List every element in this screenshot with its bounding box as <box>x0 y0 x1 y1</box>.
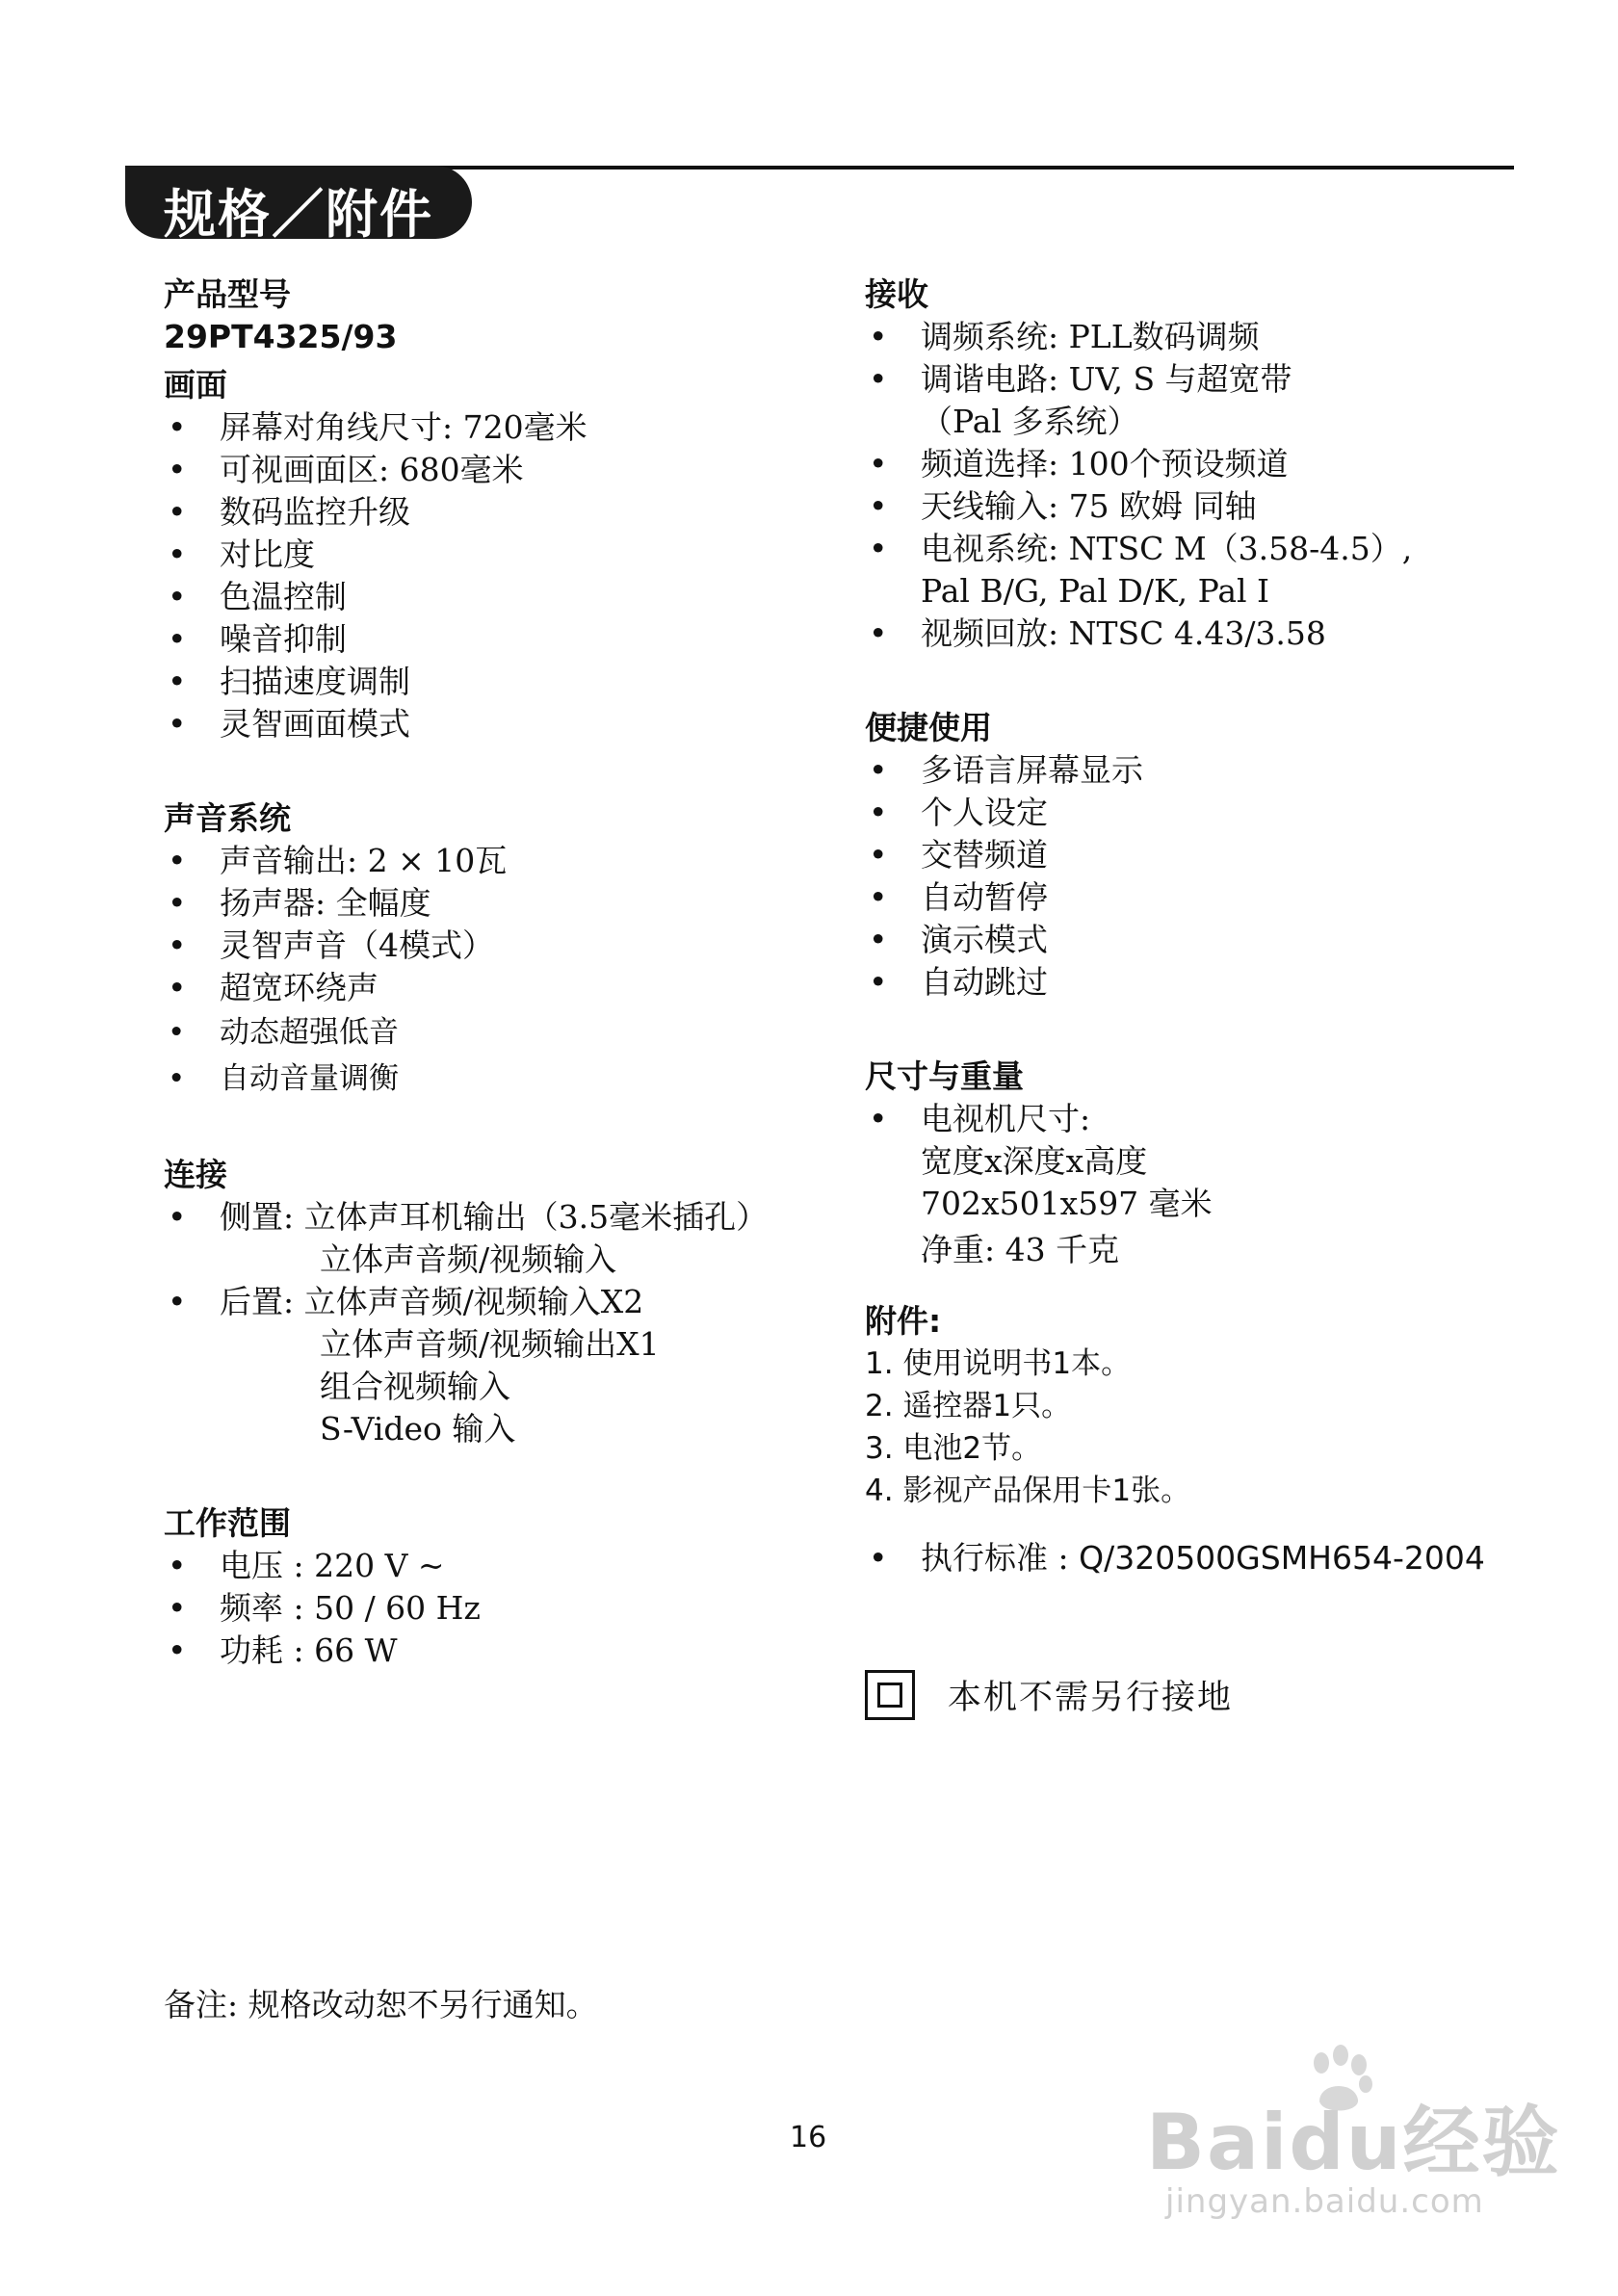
list-item: • 色温控制 <box>164 576 838 618</box>
picture-list <box>164 406 838 745</box>
rear-line-3: 组合视频输入 <box>320 1368 510 1405</box>
standard-list <box>865 1537 1539 1579</box>
list-item: 3. 电池2节。 <box>865 1431 1042 1466</box>
dimensions-line-1: • 电视机尺寸: <box>921 1100 1091 1137</box>
rear-line-2: 立体声音频/视频输出X1 <box>320 1325 660 1363</box>
header-rule <box>385 166 1514 170</box>
connect-heading: 连接 <box>164 1156 227 1193</box>
page-title: 规格／附件 <box>164 184 433 245</box>
standard-line <box>865 1537 1539 1579</box>
list-item: • 灵智声音（4模式） <box>164 925 838 967</box>
watermark-url: jingyan.baidu.com <box>1165 2182 1484 2221</box>
list-item <box>164 1196 838 1239</box>
connect-section <box>164 1154 838 1450</box>
list-item: • 超宽环绕声 <box>164 967 838 1009</box>
list-item <box>865 528 1539 613</box>
list-item: • 交替频道 <box>865 834 1539 876</box>
footnote: 备注: 规格改动恕不另行通知。 <box>164 1986 598 2023</box>
watermark-brand: Baidu经验 <box>1146 2098 1561 2187</box>
list-item: • 功耗 : 66 W <box>164 1630 838 1672</box>
power-heading: 工作范围 <box>164 1504 291 1542</box>
power-section <box>164 1502 838 1672</box>
no-grounding-notice <box>865 1670 1233 1720</box>
list-item: • 扬声器: 全幅度 <box>164 882 838 925</box>
list-item: • 自动暂停 <box>865 876 1539 919</box>
tuner-line-2: （Pal 多系统） <box>921 403 1139 440</box>
tv-system-line-1: • 电视系统: NTSC M（3.58-4.5）, <box>921 530 1413 567</box>
right-column <box>865 274 1539 1608</box>
list-item: • 动态超强低音 <box>164 1009 838 1056</box>
page-title-banner <box>125 166 472 245</box>
tuner-line-1: • 调谐电路: UV, S 与超宽带 <box>921 360 1292 398</box>
list-item: 1. 使用说明书1本。 <box>865 1346 1132 1381</box>
no-grounding-text: 本机不需另行接地 <box>948 1679 1234 1717</box>
list-item: • 视频回放: NTSC 4.43/3.58 <box>865 613 1539 655</box>
sound-list <box>164 840 838 1102</box>
standard-value: Q/320500GSMH654-2004 <box>1079 1539 1485 1577</box>
accessories-section <box>865 1300 1539 1579</box>
dimensions-line-3: 702x501x597 毫米 <box>921 1185 1213 1222</box>
list-item: • 天线输入: 75 欧姆 同轴 <box>865 485 1539 528</box>
list-item: • 可视画面区: 680毫米 <box>164 449 838 491</box>
page-number: 16 <box>790 2121 827 2154</box>
product-heading: 产品型号 <box>164 275 291 313</box>
picture-heading: 画面 <box>164 366 227 404</box>
list-item <box>164 1281 838 1323</box>
reception-heading: 接收 <box>865 275 928 313</box>
accessories-heading: 附件: <box>865 1302 942 1340</box>
convenience-section <box>865 707 1539 1004</box>
sound-heading: 声音系统 <box>164 799 291 837</box>
product-section <box>164 274 838 745</box>
power-list <box>164 1545 838 1672</box>
list-item: • 噪音抑制 <box>164 618 838 661</box>
accessories-list <box>865 1343 1539 1512</box>
list-item <box>865 358 1539 443</box>
weight-line: 净重: 43 千克 <box>921 1231 1120 1268</box>
double-insulation-icon <box>865 1670 915 1720</box>
dimensions-section <box>865 1056 1539 1271</box>
connect-list <box>164 1196 838 1450</box>
list-item: • 自动音量调衡 <box>164 1056 838 1102</box>
list-item: • 个人设定 <box>865 792 1539 834</box>
sound-section <box>164 797 838 1102</box>
rear-line-4: S-Video 输入 <box>320 1410 516 1448</box>
convenience-list <box>865 749 1539 1004</box>
list-item: • 演示模式 <box>865 919 1539 961</box>
list-item: • 频道选择: 100个预设频道 <box>865 443 1539 485</box>
list-item: 4. 影视产品保用卡1张。 <box>865 1474 1191 1508</box>
list-item: • 多语言屏幕显示 <box>865 749 1539 792</box>
convenience-heading: 便捷使用 <box>865 709 992 746</box>
side-line-1: • 侧置: 立体声耳机输出（3.5毫米插孔） <box>220 1198 769 1236</box>
rear-line-1: • 后置: 立体声音频/视频输入X2 <box>220 1283 644 1320</box>
model-number: 29PT4325/93 <box>164 318 398 355</box>
standard-label: 执行标准 : <box>921 1539 1080 1577</box>
list-item: 2. 遥控器1只。 <box>865 1389 1072 1423</box>
list-item: • 调频系统: PLL数码调频 <box>865 316 1539 358</box>
tv-system-line-2: Pal B/G, Pal D/K, Pal I <box>921 572 1270 610</box>
dimensions-heading: 尺寸与重量 <box>865 1057 1024 1095</box>
side-line-2: 立体声音频/视频输入 <box>320 1240 617 1278</box>
list-item: • 声音输出: 2 × 10瓦 <box>164 840 838 882</box>
list-item: • 频率 : 50 / 60 Hz <box>164 1587 838 1630</box>
list-item: • 扫描速度调制 <box>164 661 838 703</box>
reception-list <box>865 316 1539 655</box>
list-item: • 自动跳过 <box>865 961 1539 1004</box>
list-item <box>164 1239 838 1281</box>
dimensions-list <box>865 1098 1539 1271</box>
list-item: • 屏幕对角线尺寸: 720毫米 <box>164 406 838 449</box>
reception-section <box>865 274 1539 655</box>
dimensions-line-2: 宽度x深度x高度 <box>921 1142 1148 1180</box>
list-item <box>865 1098 1539 1271</box>
baidu-watermark <box>1146 2042 1570 2234</box>
list-item: • 灵智画面模式 <box>164 703 838 745</box>
list-item: • 对比度 <box>164 534 838 576</box>
left-column <box>164 274 838 1701</box>
list-item: • 电压 : 220 V ~ <box>164 1545 838 1587</box>
list-item: • 数码监控升级 <box>164 491 838 534</box>
list-item <box>164 1323 838 1450</box>
